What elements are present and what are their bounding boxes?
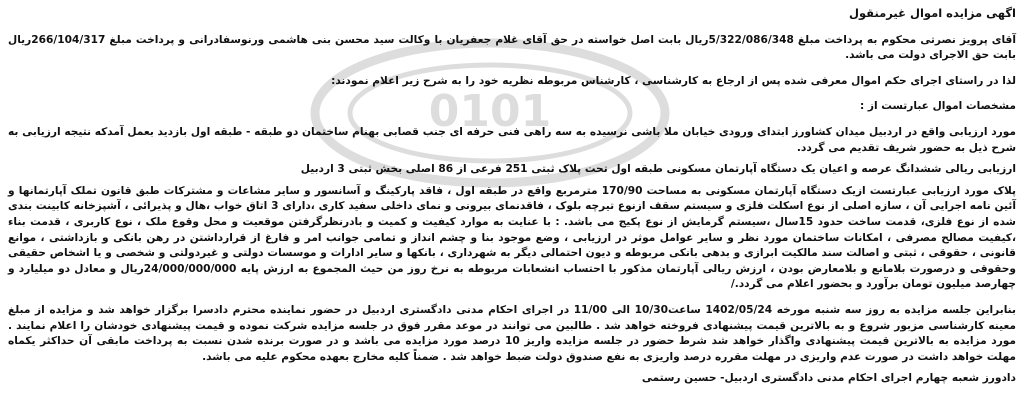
property-specs-heading: مشخصات اموال عبارتست از :: [859, 100, 1016, 113]
valuation-subject-paragraph: ارزیابی ریالی ششدانگ عرصه و اعیان یک دستگاه آپارتمان مسکونی طبقه اول تحت پلاک ثبتی 251 فرعی از 86 اصلی بخش ثبتی 3 اردبیل: [300, 163, 1016, 176]
property-location-paragraph: مورد ارزیابی واقع در اردبیل میدان کشاورز ابتدای ورودی خیابان ملا باشی نرسیده به سه راهی فنی حرفه ای جنب قصابی بهنام ساختمان دو طبقه - طبقه اول بازدید بعمل آمدکه نتیجه ارزیابی به شرح ذیل به حضور شریف تقدیم می گردد.: [8, 125, 1016, 154]
notice-title: اگهی مزایده اموال غیرمنقول: [848, 6, 1016, 20]
svg-text:0101: 0101: [428, 86, 552, 137]
expert-referral-paragraph: لذا در راستای اجرای حکم اموال معرفی شده پس از ارجاع به کارشناسی ، کارشناس مربوطه نظریه خود را به شرح زیر اعلام نمودند:: [331, 74, 1016, 87]
debt-paragraph: آقای پرویز نصرتی محکوم به پرداخت مبلغ 5/322/086/348ریال بابت اصل خواسته در حق آقای غلام جعفریان با وکالت سید محسن بنی هاشمی ورنوسفادرانی و پرداخت مبلغ 266/104/317ریال بابت حق الاجرای دولت می باشد.: [8, 33, 1016, 62]
property-description-paragraph: پلاک مورد ارزیابی عبارتست ازیک دستگاه آپارتمان مسکونی به مساحت 170/90 مترمربع واقع در طبقه اول ، فاقد پارکینگ و آسانسور و سایر مشاعات و مشترکات طبق قانون تملک آپارتمانها و آئین نامه اجرایی آن ، سازه اصلی از نوع اسکلت فلزی و سیستم سقف ازنوع تیرچه بلوک ، فاقدنمای بیرونی و نمای داخلی سفید کاری ،دارای 3 اتاق خواب ،هال و پذیرائی ، آشپزخانه کابینت بندی شده از نوع فلزی، قدمت ساخت حدود 15سال ،سیستم گرمایش از نوع پکیج می باشد. : با عنایت به موارد کیفیت و کمیت و بادرنظرگرفتن موقعیت و محل وقوع ملک ، نوع کاربری ، قدمت بناء ،کیفیت مصالح مصرفی ، امکانات ساختمان مورد نظر و سایر عوامل موثر در ارزیابی ، وضع موجود بنا و چشم انداز و تمامی جوانب امر و فارغ از قرارداشتن در رهن بانکی و بازداشتی ، موانع قانونی ، حقوقی ، ثبتی و اصالت سند مالکیت ابرازی و بدهی بانکی مربوطه و دیون احتمالی دیگر به شهرداری ، بانکها و سایر ادارات و موسسات دولتی و غیردولتی و شخصی و یا اشخاص حقیقی وحقوقی و درصورت بلامانع و بلامعارض بودن ، ارزش ریالی آپارتمان مذکور با احتساب انشعابات مربوطه به نرخ روز من حیث المجموع به ارزش پایه 24/000/000/000ریال و معادل دو میلیارد و چهارصد میلیون تومان برآورد و بحضور اعلام می گردد./: [8, 184, 1016, 291]
auction-session-paragraph: بنابراین جلسه مزایده به روز سه شنبه مورخه 1402/05/24 ساعت10/30 الی 11/00 در اجرای احکام مدنی دادگستری اردبیل در حضور نماینده محترم دادسرا برگزار خواهد شد و مزایده از مبلغ معینه کارشناسی مزبور شروع و به بالاترین قیمت پیشنهادی فروخته خواهد شد . طالبین می توانند در موعد مقرر فوق در جلسه مزایده شرکت نموده و قیمت پیشنهادی خودشان را اعلام نمایند . مورد مزایده به بالاترین قیمت پیشنهادی واگذار خواهد شد شرط حضور در جلسه مزایده واریز 10 درصد مورد مزایده می باشد و در صورت برنده شدن نسبت به پرداخت مابقی آن حداکثر یکماه مهلت خواهد داشت در صورت عدم واریزی در مهلت مقرره درصد واریزی به نفع صندوق دولت ضبط خواهد شد . ضمناً کلیه مخارج بعهده محکوم علیه می باشد.: [8, 303, 1016, 363]
signature-line: دادورز شعبه چهارم اجرای احکام مدنی دادگستری اردبیل- حسین رستمی: [641, 372, 1016, 385]
